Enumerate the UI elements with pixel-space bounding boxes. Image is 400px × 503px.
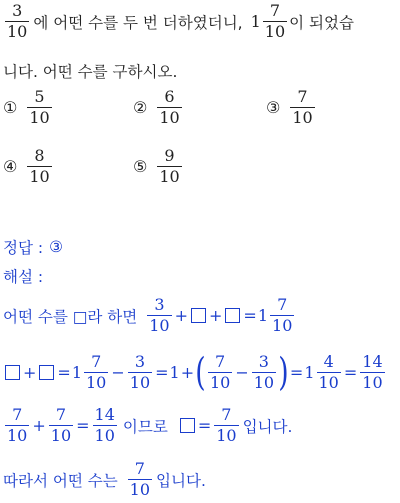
choice-4[interactable]: ④ $\frac{8}{10}$ — [3, 146, 50, 186]
explanation-label-line — [3, 265, 43, 287]
choice-1[interactable]: ① $\frac{5}{10}$ — [3, 87, 50, 127]
box-symbol — [39, 365, 54, 380]
problem-line-2 — [3, 60, 177, 82]
box-symbol — [5, 365, 20, 380]
fraction-3-10: $\frac{3}{10}$ — [7, 1, 28, 41]
box-symbol — [180, 418, 195, 433]
mixed-number-1-7-10: 1 $\frac{7}{10}$ — [250, 1, 286, 41]
choice-5[interactable]: ⑤ $\frac{9}{10}$ — [133, 146, 180, 186]
problem-text-2: 이 되었습 — [289, 13, 354, 32]
choice-2[interactable]: ② $\frac{6}{10}$ — [133, 87, 180, 127]
explanation-line-4: 따라서 어떤 수는 $\frac{7}{10}$ 입니다. — [3, 459, 206, 499]
explanation-line-1: 어떤 수를 □라 하면 $\frac{3}{10}$ + + = 1 $\frac{7}{10}$ — [3, 295, 293, 335]
problem-text-1: 에 어떤 수를 두 번 더하였더니, — [33, 13, 243, 32]
problem-text-3: 니다. 어떤 수를 구하시오. — [3, 63, 178, 81]
answer-label: 정답 : — [3, 239, 44, 257]
explanation-label: 해설 : — [3, 268, 44, 286]
answer-value: ③ — [49, 238, 64, 256]
problem-line-1 — [3, 2, 354, 41]
box-symbol — [191, 308, 206, 323]
choice-3[interactable]: ③ $\frac{7}{10}$ — [266, 87, 313, 127]
explanation-line-2: + = 1 $\frac{7}{10}$ − $\frac{3}{10}$ = 1 + ( $\frac{7}{10}$ − $\frac{3}{10}$ ) = 1 $\frac{4}{10}$ = $\frac{14}{10}$ — [3, 352, 387, 392]
answer-line — [3, 236, 63, 258]
explanation-line-3: $\frac{7}{10}$ + $\frac{7}{10}$ = $\frac{14}{10}$ 이므로 = $\frac{7}{10}$ 입니다. — [7, 405, 293, 445]
box-symbol — [225, 308, 240, 323]
